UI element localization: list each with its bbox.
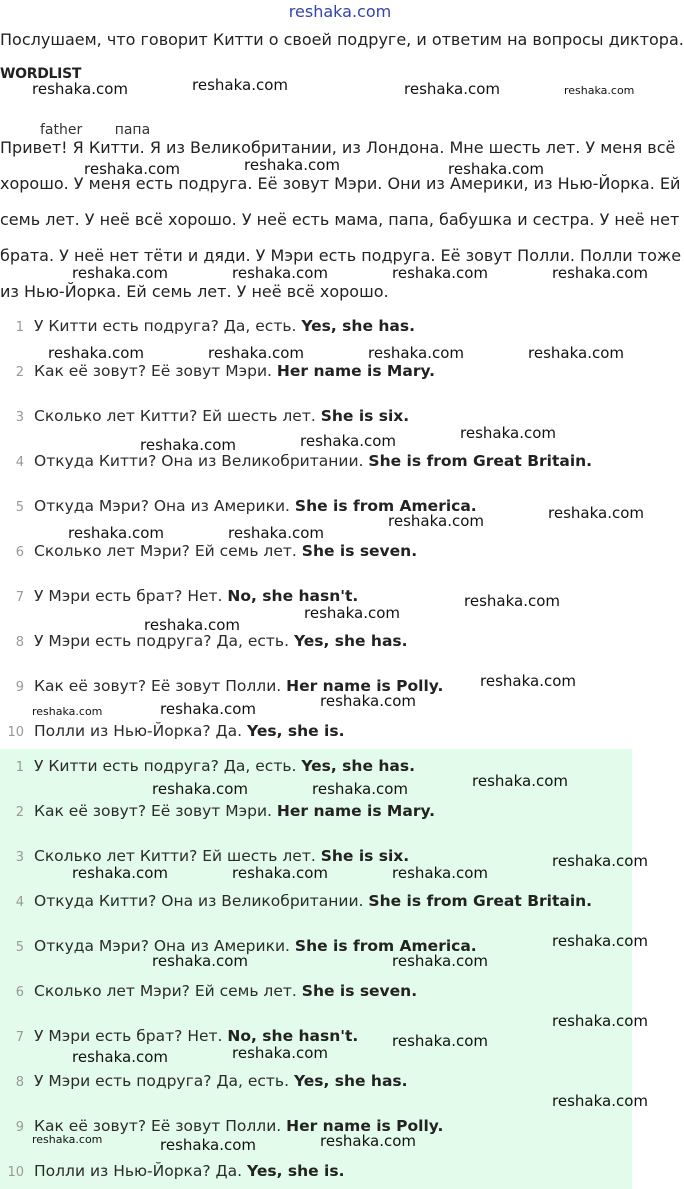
watermark: reshaka.com (244, 156, 340, 174)
watermark: reshaka.com (368, 344, 464, 362)
watermark: reshaka.com (152, 780, 248, 798)
watermark: reshaka.com (312, 780, 408, 798)
watermark: reshaka.com (460, 424, 556, 442)
qa-item: 4 Откуда Китти? Она из Великобритании. She is from Great Britain. (15, 892, 593, 910)
wordlist-item: father (40, 122, 83, 138)
qa-item: 8 У Мэри есть подруга? Да, есть. Yes, she has. (15, 1072, 408, 1090)
watermark: reshaka.com (32, 80, 128, 98)
watermark: reshaka.com (192, 76, 288, 94)
watermark: reshaka.com (552, 852, 648, 870)
watermark: reshaka.com (404, 80, 500, 98)
qa-item: 4 Откуда Китти? Она из Великобритании. She is from Great Britain. (15, 452, 593, 470)
story-line: хорошо. У меня есть подруга. Её зовут Мэри. Они из Америки, из Нью-Йорка. Ей (0, 174, 681, 193)
site-header-link[interactable]: reshaka.com (288, 2, 392, 21)
qa-item: 6 Сколько лет Мэри? Ей семь лет. She is seven. (15, 542, 418, 560)
qa-item: 10 Полли из Нью-Йорка? Да. Yes, she is. (7, 722, 345, 740)
qa-item: 2 Как её зовут? Её зовут Мэри. Her name is Mary. (15, 802, 436, 820)
watermark: reshaka.com (72, 1048, 168, 1066)
wordlist-item: папа (114, 122, 151, 138)
watermark: reshaka.com (48, 344, 144, 362)
qa-item: 1 У Китти есть подруга? Да, есть. Yes, she has. (15, 757, 415, 775)
watermark: reshaka.com (140, 436, 236, 454)
watermark: reshaka.com (528, 344, 624, 362)
watermark: reshaka.com (392, 864, 488, 882)
qa-item: 7 У Мэри есть брат? Нет. No, she hasn't. (15, 587, 359, 605)
watermark: reshaka.com (388, 512, 484, 530)
watermark: reshaka.com (160, 700, 256, 718)
story-line: из Нью-Йорка. Ей семь лет. У неё всё хорошо. (0, 282, 389, 301)
watermark: reshaka.com (232, 1044, 328, 1062)
qa-item: 5 Откуда Мэри? Она из Америки. She is from America. (15, 497, 477, 515)
watermark: reshaka.com (552, 264, 648, 282)
watermark: reshaka.com (564, 84, 635, 97)
watermark: reshaka.com (32, 705, 103, 718)
watermark: reshaka.com (304, 604, 400, 622)
watermark: reshaka.com (392, 1032, 488, 1050)
qa-item: 6 Сколько лет Мэри? Ей семь лет. She is seven. (15, 982, 418, 1000)
qa-item: 9 Как её зовут? Её зовут Полли. Her name is Polly. (15, 1117, 444, 1135)
watermark: reshaka.com (548, 504, 644, 522)
watermark: reshaka.com (320, 692, 416, 710)
watermark: reshaka.com (392, 952, 488, 970)
watermark: reshaka.com (552, 932, 648, 950)
qa-item: 10 Полли из Нью-Йорка? Да. Yes, she is. (7, 1162, 345, 1180)
watermark: reshaka.com (320, 1132, 416, 1150)
watermark: reshaka.com (472, 772, 568, 790)
watermark: reshaka.com (160, 1136, 256, 1154)
watermark: reshaka.com (84, 160, 180, 178)
watermark: reshaka.com (144, 616, 240, 634)
story-line: семь лет. У неё всё хорошо. У неё есть мама, папа, бабушка и сестра. У неё нет (0, 210, 680, 229)
watermark: reshaka.com (208, 344, 304, 362)
intro-text: Послушаем, что говорит Китти о своей подруге, и ответим на вопросы диктора. (0, 30, 684, 49)
qa-item: 8 У Мэри есть подруга? Да, есть. Yes, she has. (15, 632, 408, 650)
qa-item: 9 Как её зовут? Её зовут Полли. Her name is Polly. (15, 677, 444, 695)
qa-item: 2 Как её зовут? Её зовут Мэри. Her name is Mary. (15, 362, 436, 380)
watermark: reshaka.com (72, 864, 168, 882)
watermark: reshaka.com (392, 264, 488, 282)
watermark: reshaka.com (448, 160, 544, 178)
qa-item: 5 Откуда Мэри? Она из Америки. She is from America. (15, 937, 477, 955)
watermark: reshaka.com (232, 264, 328, 282)
watermark: reshaka.com (552, 1012, 648, 1030)
watermark: reshaka.com (232, 864, 328, 882)
watermark: reshaka.com (552, 1092, 648, 1110)
story-line: Привет! Я Китти. Я из Великобритании, из Лондона. Мне шесть лет. У меня всё (0, 138, 676, 157)
watermark: reshaka.com (72, 264, 168, 282)
wordlist-heading: WORDLIST (0, 66, 82, 82)
qa-item: 7 У Мэри есть брат? Нет. No, she hasn't. (15, 1027, 359, 1045)
watermark: reshaka.com (300, 432, 396, 450)
story-line: брата. У неё нет тёти и дяди. У Мэри есть подруга. Её зовут Полли. Полли тоже (0, 246, 682, 265)
watermark: reshaka.com (152, 952, 248, 970)
watermark: reshaka.com (480, 672, 576, 690)
watermark: reshaka.com (68, 524, 164, 542)
qa-item: 3 Сколько лет Китти? Ей шесть лет. She is six. (15, 847, 410, 865)
qa-list-highlighted (0, 749, 632, 1189)
watermark: reshaka.com (32, 1133, 103, 1146)
qa-item: 1 У Китти есть подруга? Да, есть. Yes, she has. (15, 317, 415, 335)
watermark: reshaka.com (464, 592, 560, 610)
qa-item: 3 Сколько лет Китти? Ей шесть лет. She is six. (15, 407, 410, 425)
watermark: reshaka.com (228, 524, 324, 542)
